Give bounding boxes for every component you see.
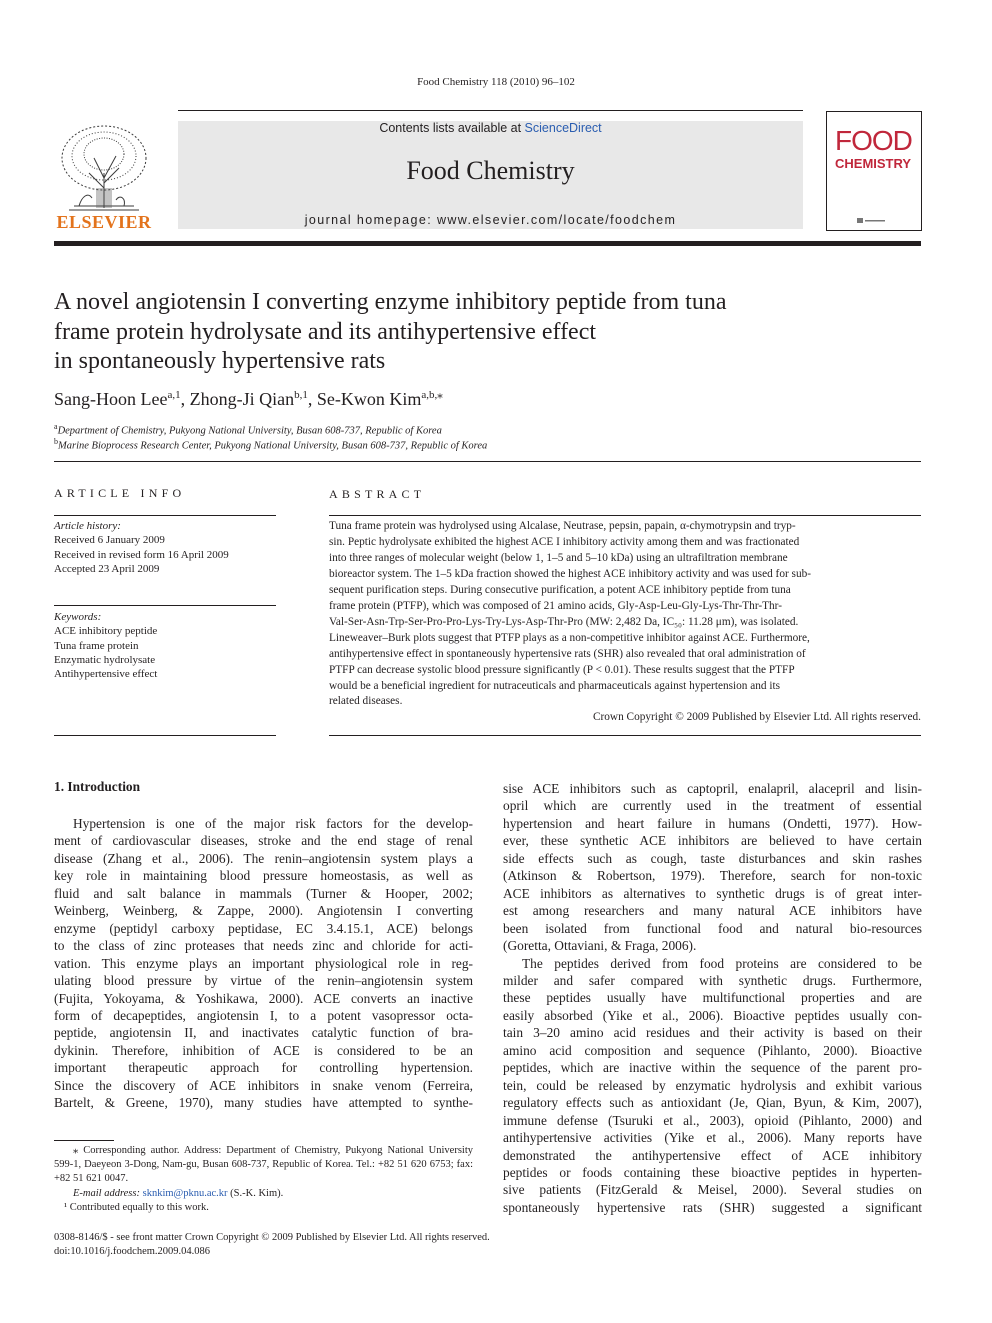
text-line: vation. This enzyme plays an important physiological role in reg- xyxy=(54,955,473,971)
abstract-line: sequent purification steps. During consecutive purification, a potent ACE inhibitory peptide from tuna xyxy=(329,583,791,596)
text-line: milder and safer compared with synthetic drugs. Furthermore, xyxy=(503,972,922,988)
text-line: disease (Zhang et al., 2006). The renin–angiotensin system plays a xyxy=(54,850,473,866)
text-line: (Goretta, Ottaviani, & Fraga, 2006). xyxy=(503,938,697,954)
abstract-line: Tuna frame protein was hydrolysed using Alcalase, Neutrase, pepsin, papain, α-chymotrypsin and tryp- xyxy=(329,520,796,532)
keyword: ACE inhibitory peptide xyxy=(54,625,158,638)
text-line: amino acid composition and sequence (Pihlanto, 2000). Bioactive xyxy=(503,1042,922,1058)
text-line: easily absorbed (Yike et al., 2006). Bioactive peptides usually con- xyxy=(503,1007,922,1023)
text-line: been isolated from functional food and natural bio-resources xyxy=(503,920,922,936)
text-line: peptides, which are inactive within the sequence of the parent pro- xyxy=(503,1060,922,1076)
equal-contribution-note: ¹ Contributed equally to this work. xyxy=(64,1201,209,1213)
keyword: Tuna frame protein xyxy=(54,639,139,652)
text-line: immune defense (Tsuruki et al., 2003), opioid (Pihlanto, 2000) and xyxy=(503,1112,922,1128)
text-line: these peptides usually have multifunctional properties and are xyxy=(503,990,922,1006)
article-history xyxy=(54,519,276,576)
text-line: side effects such as cough, taste disturbances and skin rashes xyxy=(503,850,922,866)
section-heading-introduction: 1. Introduction xyxy=(54,779,141,794)
text-line: ulating blood pressure by virtue of the renin–angiotensin system xyxy=(54,973,473,989)
intro-right-para2 xyxy=(503,955,922,1217)
abstract-line: Val-Ser-Asn-Trp-Ser-Pro-Pro-Lys-Try-Lys-Asp-Thr-Pro (MW: 2,482 Da, IC₅₀: 11.28 μm), was isolated. xyxy=(329,615,799,628)
text-line: (Atkinson & Robertson, 1979). Therefore, search for non-toxic xyxy=(503,868,922,884)
keywords-label: Keywords: xyxy=(54,611,102,623)
abstract-text xyxy=(329,519,921,710)
abstract-copyright: Crown Copyright © 2009 Published by Elsevier Ltd. All rights reserved. xyxy=(592,711,921,723)
keyword: Antihypertensive effect xyxy=(54,668,158,681)
footnote-rule xyxy=(54,1140,114,1141)
text-line: peptide, angiotensin II, and inactivates catalytic function of bra- xyxy=(54,1025,473,1041)
text-line: dykinin. Therefore, inhibition of ACE is considered to be an xyxy=(54,1042,473,1058)
title-line: A novel angiotensin I converting enzyme inhibitory peptide from tuna xyxy=(54,289,727,315)
author-name: Zhong-Ji Qian xyxy=(189,389,295,409)
history-entry: Received 6 January 2009 xyxy=(54,534,165,547)
text-line: ACE inhibitors as alternatives to synthetic drugs is of great inter- xyxy=(503,885,922,901)
author-name: Se-Kwon Kim xyxy=(316,389,422,409)
elsevier-wordmark: ELSEVIER xyxy=(56,212,152,232)
intro-right-para1 xyxy=(503,780,922,955)
header-top-rule xyxy=(178,110,803,111)
doi-line[interactable]: doi:10.1016/j.foodchem.2009.04.086 xyxy=(54,1246,211,1258)
keywords-block xyxy=(54,610,276,681)
text-line: Bartelt, & Greene, 1970), many studies have attempted to synthe- xyxy=(54,1095,473,1111)
article-info-heading: ARTICLE INFO xyxy=(54,486,186,500)
affiliation-text: Department of Chemistry, Pukyong National University, Busan 608-737, Republic of Korea xyxy=(57,425,442,437)
email-suffix: (S.-K. Kim). xyxy=(227,1187,284,1199)
author-name: Sang-Hoon Lee xyxy=(54,389,168,409)
title-line: frame protein hydrolysate and its antihypertensive effect xyxy=(54,318,597,345)
text-line: fluid and salt balance in mammals (Turner & Hooper, 2002; xyxy=(54,885,473,901)
abstract-line: sin. Peptic hydrolysate exhibited the highest ACE I inhibitory activity among them and was fractionated xyxy=(329,535,800,548)
text-line: Since the discovery of ACE inhibitors in snake venom (Ferreira, xyxy=(54,1077,473,1093)
contents-prefix: Contents lists available at xyxy=(379,121,525,135)
abstract-line: into three ranges of molecular weight (below 1, 1–5 and 5–10 kDa) using an ultrafiltration membrane xyxy=(329,551,788,564)
corresponding-author-note: ⁎ Corresponding author. Address: Department of Chemistry, Pukyong National University 599-1, Daeyeon 3-Dong, Nam-gu, Busan 608-737, Republic of Korea. Tel.: +82 51 620 6753; fax: +82 51 621 0047. xyxy=(54,1145,473,1185)
text-line: important therapeutic approach for controlling hypertension. xyxy=(54,1060,473,1076)
intro-left-lines xyxy=(54,815,473,1112)
text-line: The peptides derived from food proteins are considered to be xyxy=(522,955,922,971)
history-entry: Accepted 23 April 2009 xyxy=(54,562,160,575)
text-line: sise ACE inhibitors such as captopril, enalapril, alacepril and lisin- xyxy=(503,781,922,796)
author-affiliation-marker[interactable]: a,1 xyxy=(167,389,181,401)
journal-cover-thumbnail xyxy=(826,111,922,231)
text-line: ment of cardiovascular diseases, stroke and the end stage of renal xyxy=(54,833,473,849)
affiliation-text: Marine Bioprocess Research Center, Pukyong National University, Busan 608-737, Republic of Korea xyxy=(58,440,488,452)
title-line: in spontaneously hypertensive rats xyxy=(54,348,386,374)
abstract-heading: ABSTRACT xyxy=(329,487,426,501)
cover-food-word: FOOD xyxy=(835,125,912,156)
intro-left-column xyxy=(54,815,473,1112)
text-line: (Fujita, Yokoyama, & Yoshikawa, 2000). ACE converts an inactive xyxy=(54,990,473,1006)
text-line: opril which are currently used in the treatment of essential xyxy=(503,798,922,814)
text-line: tein, could be released by enzymatic hydrolysis and exhibit various xyxy=(503,1077,922,1093)
affiliation-marker: a xyxy=(54,422,58,431)
text-line: Hypertension is one of the major risk factors for the develop- xyxy=(73,816,473,831)
text-line: sive patients (FitzGerald & Meisel, 2000). Several studies on xyxy=(503,1182,922,1198)
abstract-line: PTFP can decrease systolic blood pressure significantly (P < 0.01). These results suggest that the PTFP xyxy=(329,663,795,676)
cover-chemistry-word: CHEMISTRY xyxy=(835,156,912,171)
author-separator: , xyxy=(307,389,317,409)
text-line: hypertension and heart failure in humans (Ondetti, 1977). How- xyxy=(503,815,922,831)
cover-publisher-mark-icon xyxy=(857,216,887,224)
author-list xyxy=(54,388,443,410)
text-line: est among researchers and many natural ACE inhibitors have xyxy=(503,903,922,919)
sciencedirect-link[interactable]: ScienceDirect xyxy=(524,121,602,135)
journal-homepage[interactable]: journal homepage: www.elsevier.com/locate/foodchem xyxy=(304,213,677,227)
keywords-rule xyxy=(54,605,276,606)
affiliation-rule xyxy=(54,461,921,462)
text-line: antihypertensive activities (Yike et al., 2006). Many reports have xyxy=(503,1130,922,1146)
email-link[interactable]: sknkim@pknu.ac.kr xyxy=(142,1187,228,1199)
text-line: ever, these synthetic ACE inhibitors are believed to have certain xyxy=(503,833,922,849)
abstract-bottom-rule xyxy=(329,735,921,736)
text-line: spontaneously hypertensive rats (SHR) suggested a significant xyxy=(503,1199,922,1215)
text-line: to the class of zinc proteases that needs zinc and chloride for acti- xyxy=(54,938,473,954)
text-line: peptides or foods containing these bioactive peptides in hyperten- xyxy=(503,1164,922,1180)
author-affiliation-marker[interactable]: b,1 xyxy=(294,389,308,401)
keyword: Enzymatic hydrolysate xyxy=(54,653,156,666)
article-history-label: Article history: xyxy=(54,520,121,532)
affiliation-marker: b xyxy=(54,437,58,446)
article-info-rule xyxy=(54,515,276,516)
abstract-line: frame protein (PTFP), which was composed of 21 amino acids, Gly-Asp-Leu-Gly-Lys-Thr-Thr-Thr- xyxy=(329,599,782,612)
article-info-bottom-rule xyxy=(54,735,276,736)
article-title xyxy=(54,288,854,377)
abstract-line: Lineweaver–Burk plots suggest that PTFP plays as a non-competitive inhibitor against ACE. Furthermore, xyxy=(329,631,810,644)
journal-reference: Food Chemistry 118 (2010) 96–102 xyxy=(417,76,575,88)
abstract-line: would be a beneficial ingredient for nutraceuticals and pharmaceuticals against hypertension and its xyxy=(329,679,781,692)
header-thick-rule xyxy=(54,241,921,246)
text-line: tain 3–20 amino acid residues and their activity is based on their xyxy=(503,1025,922,1041)
history-entry: Received in revised form 16 April 2009 xyxy=(54,548,229,561)
text-line: enzyme (peptidyl carboxy peptidase, EC 3.4.15.1, ACE) belongs xyxy=(54,920,473,936)
email-label: E-mail address: xyxy=(73,1187,143,1199)
journal-title: Food Chemistry xyxy=(406,156,575,185)
page-footer xyxy=(54,1231,490,1259)
text-line: Weinberg, Weinberg, & Zappe, 2000). Angiotensin I converting xyxy=(54,903,473,919)
text-line: form of decapeptides, angiotensin I, to a potent vasopressor octa- xyxy=(54,1007,473,1023)
affiliation xyxy=(54,437,487,452)
author-affiliation-marker[interactable]: a,b,⁎ xyxy=(421,389,443,401)
affiliation xyxy=(54,422,442,437)
email-note xyxy=(54,1187,473,1201)
front-matter-line: 0308-8146/$ - see front matter Crown Copyright © 2009 Published by Elsevier Ltd. All rights reserved. xyxy=(54,1232,490,1243)
intro-right-column xyxy=(503,780,922,1216)
abstract-rule xyxy=(329,515,921,516)
author-separator: , xyxy=(180,389,190,409)
contents-line xyxy=(178,121,803,135)
text-line: regulatory effects such as antioxidant (Je, Qian, Byun, & Kim, 2007), xyxy=(503,1095,922,1111)
abstract-line: antihypertensive effect in spontaneously hypertensive rats (SHR) also revealed that oral administration of xyxy=(329,647,806,660)
abstract-line: related diseases. xyxy=(329,695,403,708)
abstract-line: bioreactor system. The 1–5 kDa fraction showed the highest ACE inhibitory activity and was used for sub- xyxy=(329,567,812,580)
footnotes xyxy=(54,1144,473,1215)
text-line: key role in maintaining blood pressure homeostasis, as well as xyxy=(54,868,473,884)
text-line: demonstrated the antihypertensive effect of ACE inhibitory xyxy=(503,1147,922,1163)
